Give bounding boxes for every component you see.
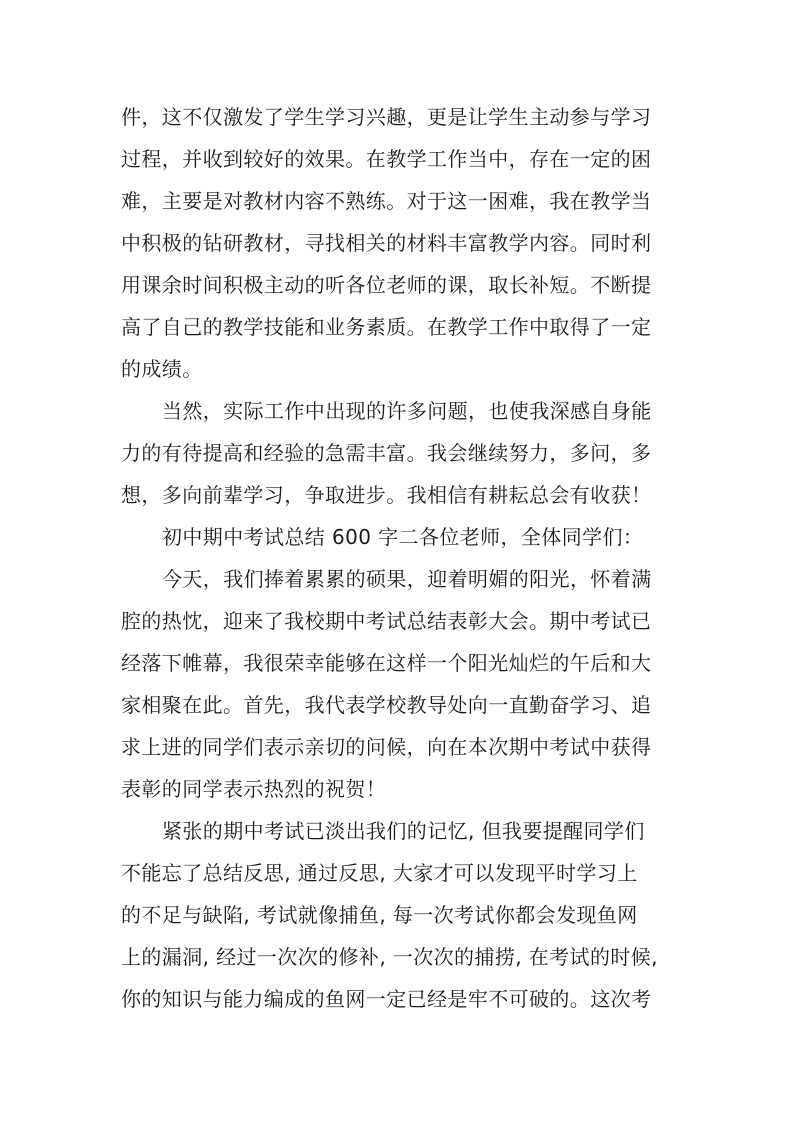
paragraph-start-line: 紧张的期中考试已淡出我们的记忆, 但我要提醒同学们 bbox=[162, 819, 645, 843]
body-text-line: 中积极的钻研教材，寻找相关的材料丰富教学内容。同时利 bbox=[121, 231, 652, 255]
section-heading-line: 初中期中考试总结 600 字二各位老师，全体同学们： bbox=[162, 525, 644, 549]
paragraph-start-line: 今天，我们捧着累累的硕果，迎着明媚的阳光，怀着满 bbox=[162, 567, 652, 591]
body-text-line: 不能忘了总结反思, 通过反思, 大家才可以发现平时学习上 bbox=[121, 861, 638, 885]
body-text-line: 经落下帷幕，我很荣幸能够在这样一个阳光灿烂的午后和大 bbox=[121, 651, 652, 675]
body-text-line: 件，这不仅激发了学生学习兴趣，更是让学生主动参与学习 bbox=[121, 105, 652, 129]
body-text-line: 的成绩。 bbox=[121, 357, 203, 381]
paragraph-start-line: 当然，实际工作中出现的许多问题，也使我深感自身能 bbox=[162, 399, 652, 423]
body-text-line: 表彰的同学表示热烈的祝贺！ bbox=[121, 777, 387, 801]
body-text-line: 用课余时间积极主动的听各位老师的课，取长补短。不断提 bbox=[121, 273, 652, 297]
body-text-line: 腔的热忱，迎来了我校期中考试总结表彰大会。期中考试已 bbox=[121, 609, 652, 633]
body-text-line: 上的漏洞, 经过一次次的修补, 一次次的捕捞, 在考试的时候, bbox=[121, 945, 658, 969]
body-text-line: 家相聚在此。首先，我代表学校教导处向一直勤奋学习、追 bbox=[121, 693, 652, 717]
body-text-line: 的不足与缺陷, 考试就像捕鱼, 每一次考试你都会发现鱼网 bbox=[121, 903, 638, 927]
body-text-line: 你的知识与能力编成的鱼网一定已经是牢不可破的。这次考 bbox=[121, 987, 652, 1011]
body-text-line: 力的有待提高和经验的急需丰富。我会继续努力，多问，多 bbox=[121, 441, 652, 465]
body-text-line: 高了自己的教学技能和业务素质。在教学工作中取得了一定 bbox=[121, 315, 652, 339]
body-text-line: 想，多向前辈学习，争取进步。我相信有耕耘总会有收获！ bbox=[121, 483, 652, 507]
body-text-line: 过程，并收到较好的效果。在教学工作当中，存在一定的困 bbox=[121, 147, 652, 171]
body-text-line: 难，主要是对教材内容不熟练。对于这一困难，我在教学当 bbox=[121, 189, 652, 213]
body-text-line: 求上进的同学们表示亲切的问候，向在本次期中考试中获得 bbox=[121, 735, 652, 759]
